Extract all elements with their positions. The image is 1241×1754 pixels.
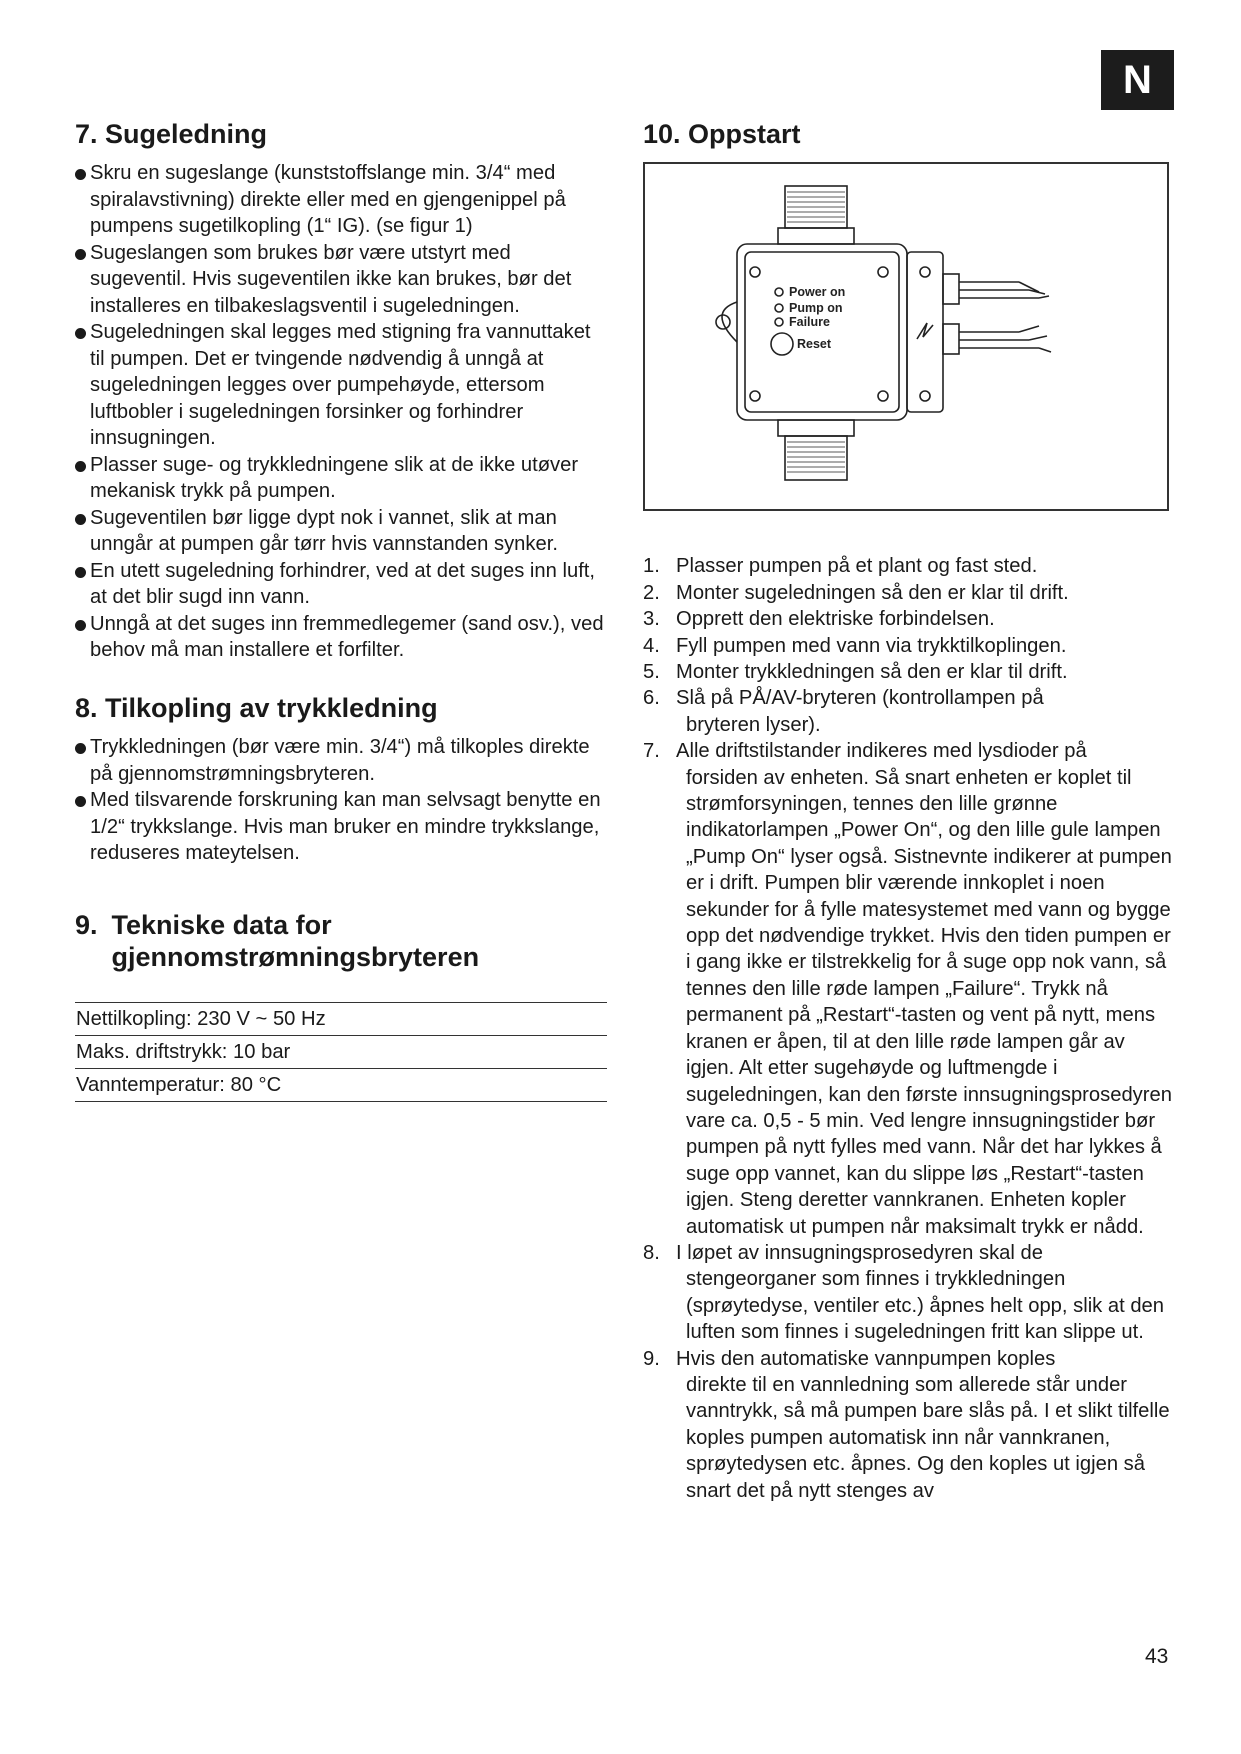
bullet-item: Trykkledningen (bør være min. 3/4“) må tilkoples direkte på gjennomstrømningsbryteren.: [75, 734, 607, 787]
section-title-sugeledning: 7. Sugeledning: [75, 119, 268, 149]
pressure-switch-illustration: [645, 164, 1167, 509]
list-item: 7. Alle driftstilstander indikeres med lysdioder på forsiden av enheten. Så snart enheten er koplet til strømforsyningen, tennes den lille grønne indikatorlampen „Power On“, og den lille gule lampen „Pump On“ lyser også. Sistnevnte indikerer at pumpen er i drift. Pumpen blir værende innkoplet i noen sekunder for å fylle matesystemet med vann og bygge opp det nødvendige trykket. Hvis den tiden pumpen er i gang ikke er tilstrekkelig for å suge opp nok vann, så tennes den lille røde lampen „Failure“. Trykk nå permanent på „Restart“-tasten og vent på nytt, mens kranen er åpen, til at den lille røde lampen går av igjen. Alt etter sugehøyde og luftmengde i sugeledningen, kan den første innsugningsprosedyren vare ca. 0,5 - 5 min. Ved lengre innsugningstider bør pumpen på nytt fylles med vann. Når det har lykkes å suge opp vannet, kan du slippe løs „Restart“-tasten igjen. Steng deretter vannkranen. Enheten kopler automatisk ut pumpen når maksimalt trykk er nådd.: [643, 740, 1172, 1238]
tech-data-table: [75, 1002, 607, 1102]
bullet-item: Skru en sugeslange (kunststoffslange min. 3/4“ med spiralavstivning) direkte eller med en gjengenippel på pumpens sugetilkopling (1“ IG). (se figur 1): [75, 160, 607, 240]
section-title-oppstart: 10. Oppstart: [643, 119, 801, 149]
pressure-switch-diagram: [643, 162, 1169, 511]
bullet-dot-icon: [75, 169, 86, 180]
left-column: [75, 118, 607, 1130]
bullet-item: Unngå at det suges inn fremmedlegemer (sand osv.), ved behov må man installere et forfilter.: [75, 611, 607, 664]
list-item: 4. Fyll pumpen med vann via trykktilkoplingen.: [643, 634, 1067, 657]
list-item: 8. I løpet av innsugningsprosedyren skal de stengeorganer som finnes i trykkledningen (sprøytedyse, ventiler etc.) åpnes helt opp, slik at den luften som finnes i sugeledningen fritt kan slippe ut.: [643, 1241, 1165, 1344]
label-reset: Reset: [797, 337, 832, 352]
language-badge: N: [1101, 50, 1174, 110]
bullet-item: Med tilsvarende forskruning kan man selvsagt benytte en 1/2“ trykkslange. Hvis man bruker en mindre trykkslange, reduseres mateytelsen.: [75, 787, 607, 867]
startup-steps-list: [643, 553, 1173, 1504]
label-power-on: Power on: [789, 285, 846, 300]
tech-row: Nettilkopling: 230 V ~ 50 Hz: [75, 1003, 607, 1036]
bottom-fitting: [785, 436, 847, 480]
bullet-dot-icon: [75, 743, 86, 754]
list-item: 6. Slå på PÅ/AV-bryteren (kontrollampen på bryteren lyser).: [643, 687, 1044, 736]
switch-body: [737, 244, 907, 420]
list-item: 5. Monter trykkledningen så den er klar til drift.: [643, 661, 1068, 684]
label-pump-on: Pump on: [789, 301, 843, 316]
bullet-dot-icon: [75, 514, 86, 525]
list-item: 3. Opprett den elektriske forbindelsen.: [643, 608, 995, 631]
section-title-tekniske-data: [75, 909, 607, 974]
bullet-item: En utett sugeledning forhindrer, ved at det suges inn luft, at det blir sugd inn vann.: [75, 558, 607, 611]
section-trykkledning: [75, 692, 607, 867]
section-sugeledning: [75, 118, 607, 664]
bullet-item: Sugeledningen skal legges med stigning fra vannuttaket til pumpen. Det er tvingende nødvendig å unngå at sugeledningen legges over pumpehøyde, ettersom luftbobler i sugeledningen forsinker og forhindrer innsugningen.: [75, 319, 607, 452]
label-failure: Failure: [789, 315, 830, 330]
bullet-dot-icon: [75, 620, 86, 631]
section-tekniske-data: [75, 909, 607, 1102]
bullet-item: Sugeslangen som brukes bør være utstyrt med sugeventil. Hvis sugeventilen ikke kan brukes, bør det installeres en tilbakeslagsventil i sugeledningen.: [75, 240, 607, 320]
bullet-dot-icon: [75, 328, 86, 339]
list-item: 9. Hvis den automatiske vannpumpen koples direkte til en vannledning som allerede står under vanntrykk, så må pumpen bare slås på. I et slikt tilfelle koples pumpen automatisk inn når vannkranen, sprøytedysen etc. åpnes. Og den koples ut igjen så snart det på nytt stenges av: [643, 1347, 1170, 1502]
bullet-item: Sugeventilen bør ligge dypt nok i vannet, slik at man unngår at pumpen går tørr hvis vannstanden synker.: [75, 505, 607, 558]
page-number: 43: [1145, 1645, 1169, 1668]
bullet-dot-icon: [75, 249, 86, 260]
bullet-dot-icon: [75, 796, 86, 807]
list-item: 2. Monter sugeledningen så den er klar til drift.: [643, 581, 1069, 604]
list-item: 1. Plasser pumpen på et plant og fast sted.: [643, 555, 1038, 578]
bullet-item: Plasser suge- og trykkledningene slik at de ikke utøver mekanisk trykk på pumpen.: [75, 452, 607, 505]
tech-row: Maks. driftstrykk: 10 bar: [75, 1036, 607, 1069]
section-title-text: Tekniske data for gjennomstrømningsbryteren: [111, 909, 480, 973]
section-number: 9.: [75, 909, 98, 940]
right-column: [643, 118, 1173, 1504]
tech-row: Vanntemperatur: 80 °C: [75, 1069, 607, 1102]
bullet-dot-icon: [75, 567, 86, 578]
bullet-dot-icon: [75, 461, 86, 472]
section-title-trykkledning: 8. Tilkopling av trykkledning: [75, 692, 438, 723]
